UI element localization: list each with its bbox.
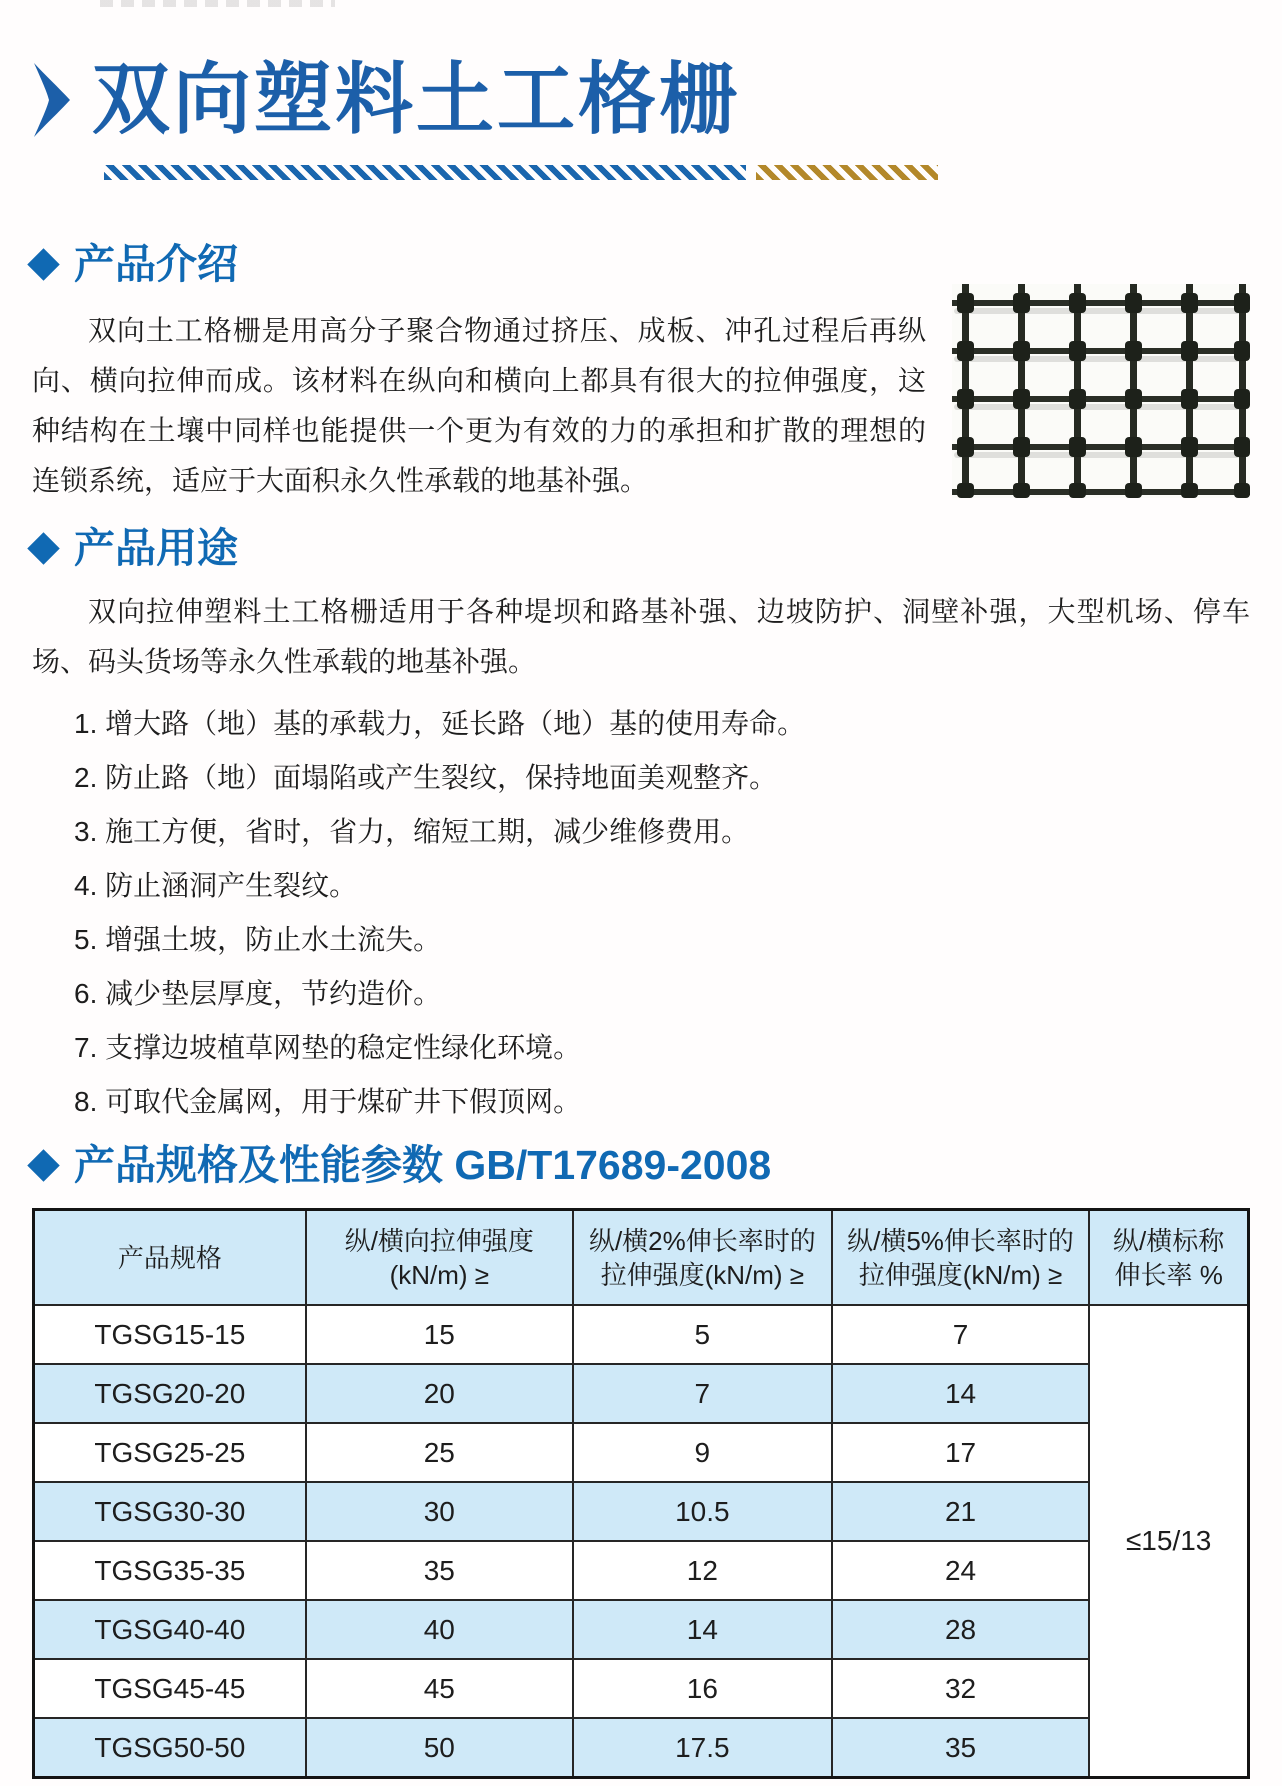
cell-5pct: 35: [832, 1718, 1090, 1777]
cell-5pct: 32: [832, 1659, 1090, 1718]
cell-tensile: 25: [306, 1423, 573, 1482]
cell-model: TGSG45-45: [34, 1659, 306, 1718]
cell-tensile: 15: [306, 1305, 573, 1364]
diamond-bullet-icon: [27, 1149, 60, 1182]
col-header-tensile-strength: 纵/横向拉伸强度 (kN/m) ≥: [306, 1209, 573, 1305]
section-heading-usage-label: 产品用途: [74, 524, 238, 571]
spec-table: [32, 1208, 1250, 1779]
cell-5pct: 17: [832, 1423, 1090, 1482]
cell-model: TGSG35-35: [34, 1541, 306, 1600]
section-heading-specs-label: 产品规格及性能参数 GB/T17689-2008: [74, 1141, 772, 1188]
geogrid-product-photo: [952, 284, 1250, 498]
divider-blue-stripes: [104, 165, 746, 180]
table-row: [34, 1541, 1249, 1600]
cell-nominal-elongation: ≤15/13: [1089, 1305, 1248, 1777]
section-heading-intro-label: 产品介绍: [74, 241, 238, 288]
cell-tensile: 20: [306, 1364, 573, 1423]
table-row: [34, 1482, 1249, 1541]
cell-model: TGSG30-30: [34, 1482, 306, 1541]
cell-model: TGSG20-20: [34, 1364, 306, 1423]
cell-2pct: 5: [573, 1305, 832, 1364]
hatched-divider: [104, 165, 1250, 180]
cell-tensile: 30: [306, 1482, 573, 1541]
col-header-nominal-elongation: 纵/横标称 伸长率 %: [1089, 1209, 1248, 1305]
section-product-intro: [32, 240, 1250, 505]
divider-gold-stripes: [756, 165, 938, 180]
usage-list-item: 8. 可取代金属网，用于煤矿井下假顶网。: [74, 1085, 582, 1117]
title-chevron-icon: [32, 61, 74, 139]
cell-model: TGSG15-15: [34, 1305, 306, 1364]
intro-paragraph: 双向土工格栅是用高分子聚合物通过挤压、成板、冲孔过程后再纵向、横向拉伸而成。该材料在纵向和横向上都具有很大的拉伸强度，这种结构在土壤中同样也能提供一个更为有效的力的承担和扩散的理想的连锁系统，适应于大面积永久性承载的地基补强。: [32, 314, 926, 496]
cell-2pct: 16: [573, 1659, 832, 1718]
section-product-specs: [32, 1141, 1250, 1779]
table-row: [34, 1600, 1249, 1659]
cell-2pct: 17.5: [573, 1718, 832, 1777]
section-heading-intro: [32, 240, 1250, 289]
table-row: [34, 1718, 1249, 1777]
cell-2pct: 9: [573, 1423, 832, 1482]
usage-list-item: 1. 增大路（地）基的承载力，延长路（地）基的使用寿命。: [74, 707, 806, 739]
table-row: [34, 1423, 1249, 1482]
cell-5pct: 21: [832, 1482, 1090, 1541]
cell-2pct: 7: [573, 1364, 832, 1423]
diamond-bullet-icon: [27, 532, 60, 565]
cell-model: TGSG50-50: [34, 1718, 306, 1777]
cell-5pct: 28: [832, 1600, 1090, 1659]
usage-list-item: 3. 施工方便，省时，省力，缩短工期，减少维修费用。: [74, 815, 750, 847]
table-row: [34, 1364, 1249, 1423]
cell-model: TGSG25-25: [34, 1423, 306, 1482]
section-heading-specs: [32, 1141, 1250, 1190]
cell-2pct: 14: [573, 1600, 832, 1659]
cell-5pct: 7: [832, 1305, 1090, 1364]
spec-table-header: [34, 1209, 1249, 1305]
cell-tensile: 50: [306, 1718, 573, 1777]
section-product-usage: [32, 524, 1250, 1129]
usage-list-item: 7. 支撑边坡植草网垫的稳定性绿化环境。: [74, 1031, 582, 1063]
cell-model: TGSG40-40: [34, 1600, 306, 1659]
usage-list-item: 4. 防止涵洞产生裂纹。: [74, 869, 358, 901]
col-header-strength-2pct: 纵/横2%伸长率时的 拉伸强度(kN/m) ≥: [573, 1209, 832, 1305]
table-row: [34, 1659, 1249, 1718]
usage-list-item: 5. 增强土坡，防止水土流失。: [74, 923, 442, 955]
col-header-model: 产品规格: [34, 1209, 306, 1305]
usage-list: [32, 697, 1250, 1129]
diamond-bullet-icon: [27, 249, 60, 282]
page-header: [32, 56, 1250, 143]
usage-paragraph: 双向拉伸塑料土工格栅适用于各种堤坝和路基补强、边坡防护、洞壁补强，大型机场、停车场、码头货场等永久性承载的地基补强。: [32, 595, 1250, 677]
cell-tensile: 45: [306, 1659, 573, 1718]
col-header-strength-5pct: 纵/横5%伸长率时的 拉伸强度(kN/m) ≥: [832, 1209, 1090, 1305]
usage-list-item: 2. 防止路（地）面塌陷或产生裂纹，保持地面美观整齐。: [74, 761, 778, 793]
cell-5pct: 14: [832, 1364, 1090, 1423]
cell-2pct: 12: [573, 1541, 832, 1600]
section-heading-usage: [32, 524, 1250, 573]
page-top-cropped-text: [100, 0, 335, 7]
cell-tensile: 40: [306, 1600, 573, 1659]
intro-body: [32, 306, 1250, 506]
cell-2pct: 10.5: [573, 1482, 832, 1541]
table-row: [34, 1305, 1249, 1364]
cell-tensile: 35: [306, 1541, 573, 1600]
usage-list-item: 6. 减少垫层厚度，节约造价。: [74, 977, 442, 1009]
page-title: 双向塑料土工格栅: [92, 54, 741, 145]
cell-5pct: 24: [832, 1541, 1090, 1600]
